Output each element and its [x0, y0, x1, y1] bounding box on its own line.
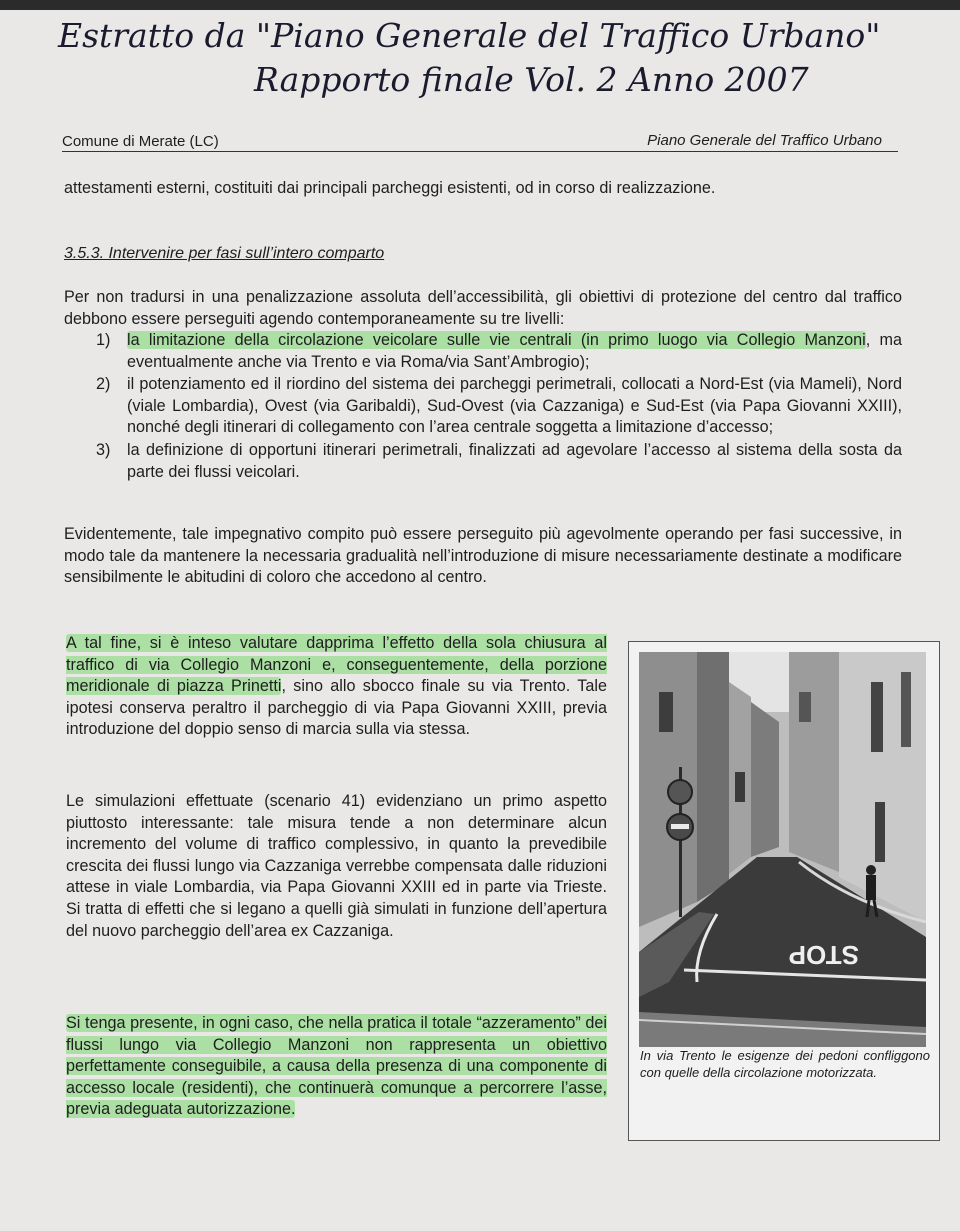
road-marking-text: STOP	[788, 940, 859, 970]
list-number: 3)	[96, 440, 111, 459]
header-municipality: Comune di Merate (LC)	[62, 133, 219, 150]
list-item	[94, 374, 902, 439]
list-text: il potenziamento ed il riordino del sistema dei parcheggi perimetrali, collocati a Nord-Est (via Mameli), Nord (viale Lombardia), Ovest (via Garibaldi), Sud-Ovest (via Cazzaniga) e Sud-Est (via Papa Giovanni XXIII), nonché degli itinerari di collegamento con l’area centrale soggetta a limitazione d’accesso;	[127, 375, 902, 437]
list-item	[94, 440, 902, 483]
header-document-title: Piano Generale del Traffico Urbano	[647, 132, 882, 149]
levels-list	[94, 330, 902, 484]
paragraph-tenga	[66, 1013, 607, 1121]
list-text: , ma eventualmente anche via Trento e via Roma/via Sant’Ambrogio);	[127, 331, 902, 371]
paragraph-text: , sino allo sbocco finale su via Trento. Tale ipotesi conserva peraltro il parcheggio di via Papa Giovanni XXIII, previa introduzione del doppio senso di marcia sulla via stessa.	[66, 677, 607, 739]
handwritten-line-2: Rapporto finale Vol. 2 Anno 2007	[254, 60, 809, 99]
photo-figure	[628, 641, 940, 1141]
paragraph-top: attestamenti esterni, costituiti dai principali parcheggi esistenti, od in corso di realizzazione.	[64, 179, 716, 197]
page-top-edge	[0, 0, 960, 10]
list-text: la definizione di opportuni itinerari perimetrali, finalizzati ad agevolare l’accesso al sistema della sosta da parte dei flussi veicolari.	[127, 440, 902, 481]
highlighted-text: Si tenga presente, in ogni caso, che nella pratica il totale “azzeramento” dei flussi lungo via Collegio Manzoni non rappresenta un obiettivo perfettamente conseguibile, a causa della presenza di una componente di accesso locale (residenti), che continuerà comunque a percorrere l’asse, previa adeguata autorizzazione.	[66, 1014, 607, 1119]
paragraph-intro: Per non tradursi in una penalizzazione assoluta dell’accessibilità, gli obiettivi di protezione del centro dal traffico debbono essere perseguiti agendo contemporaneamente su tre livelli:	[64, 288, 902, 328]
paragraph-evidentemente: Evidentemente, tale impegnativo compito può essere perseguito più agevolmente operando per fasi successive, in modo tale da mantenere la necessaria gradualità nell’introduzione di misure necessariamente destinate a modificare sensibilmente le abitudini di coloro che accedono al centro.	[64, 525, 902, 587]
page-header	[62, 131, 898, 152]
paragraph-fine	[66, 633, 607, 741]
section-title: 3.5.3. Intervenire per fasi sull’intero comparto	[64, 245, 385, 262]
highlighted-text: A tal fine, si è inteso valutare dapprima l’effetto della sola chiusura al traffico di via Collegio Manzoni e, conseguentemente, della porzione meridionale di piazza Prinetti	[66, 634, 607, 696]
paragraph-simulazioni: Le simulazioni effettuate (scenario 41) evidenziano un primo aspetto piuttosto interessante: tale misura tende a non determinare alcun incremento del volume di traffico complessivo, in quanto la prevedibile crescita dei flussi lungo via Cazzaniga verrebbe compensata dalle riduzioni attese in viale Lombardia, via Papa Giovanni XXIII ed in parte via Trieste. Si tratta di effetti che si legano a quelli già simulati in funzione dell’apertura del nuovo parcheggio dell’area ex Cazzaniga.	[66, 792, 607, 940]
street-photo	[639, 652, 926, 1047]
handwritten-line-1: Estratto da "Piano Generale del Traffico Urbano"	[58, 16, 881, 55]
list-item	[94, 330, 902, 373]
photo-caption: In via Trento le esigenze dei pedoni confliggono con quelle della circolazione motorizzata.	[640, 1048, 930, 1080]
handwritten-note	[58, 14, 918, 102]
list-number: 1)	[96, 331, 111, 349]
highlighted-text: la limitazione della circolazione veicolare sulle vie centrali (in primo luogo via Collegio Manzoni	[127, 331, 866, 349]
list-number: 2)	[96, 375, 111, 394]
